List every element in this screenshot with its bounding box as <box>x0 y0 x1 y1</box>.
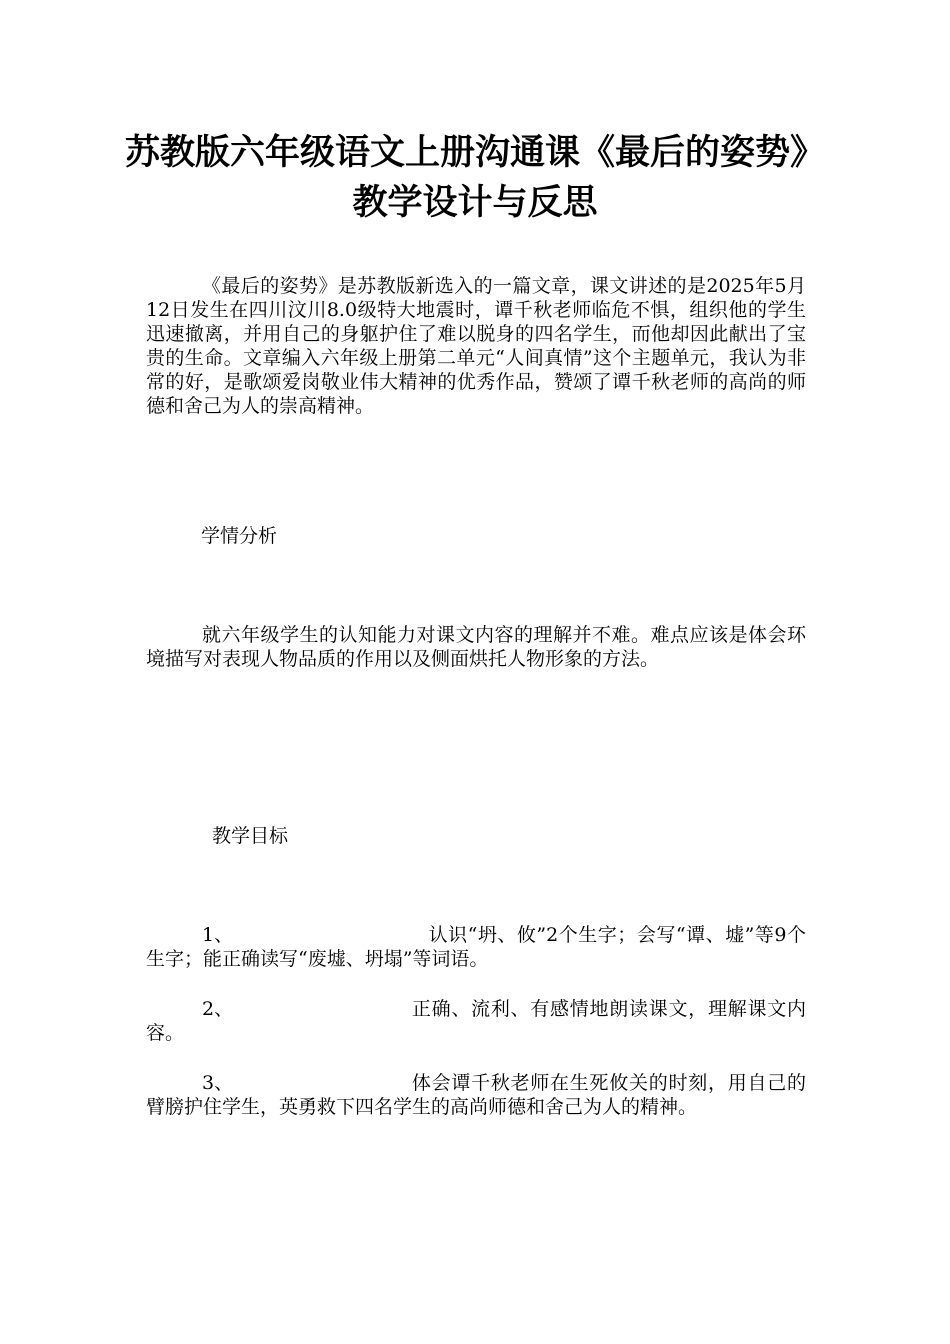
goal-item-3 <box>146 1071 806 1119</box>
goal-item-2-text: 正确、流利、有感情地朗读课文，理解课文内容。 <box>146 998 806 1044</box>
goal-item-2-number: 2、 <box>202 998 234 1020</box>
goal-item-1 <box>146 923 806 971</box>
intro-paragraph: 《最后的姿势》是苏教版新选入的一篇文章，课文讲述的是2025年5月12日发生在四川汶川8.0级特大地震时，谭千秋老师临危不惧，组织他的学生迅速撤离，并用自己的身躯护住了难以脱身的四名学生，而他却因此献出了宝贵的生命。文章编入六年级上册第二单元“人间真情”这个主题单元，我认为非常的好，是歌颂爱岗敬业伟大精神的优秀作品，赞颂了谭千秋老师的高尚的师德和舍己为人的崇高精神。 <box>146 275 806 417</box>
goal-item-3-text: 体会谭千秋老师在生死攸关的时刻，用自己的臂膀护住学生，英勇救下四名学生的高尚师德和舍己为人的精神。 <box>146 1072 806 1118</box>
analysis-paragraph: 就六年级学生的认知能力对课文内容的理解并不难。难点应该是体会环境描写对表现人物品质的作用以及侧面烘托人物形象的方法。 <box>146 624 806 670</box>
goal-item-3-number: 3、 <box>202 1072 234 1094</box>
goal-item-1-text: 认识“坍、攸”2个生字；会写“谭、墟”等9个生字；能正确读写“废墟、坍塌”等词语。 <box>146 924 806 970</box>
goal-item-2 <box>146 997 806 1045</box>
document-title: 苏教版六年级语文上册沟通课《最后的姿势》教学设计与反思 <box>124 133 825 223</box>
goal-item-1-number: 1、 <box>202 924 234 946</box>
goals-heading: 教学目标 <box>212 825 289 847</box>
analysis-heading: 学情分析 <box>201 525 278 547</box>
